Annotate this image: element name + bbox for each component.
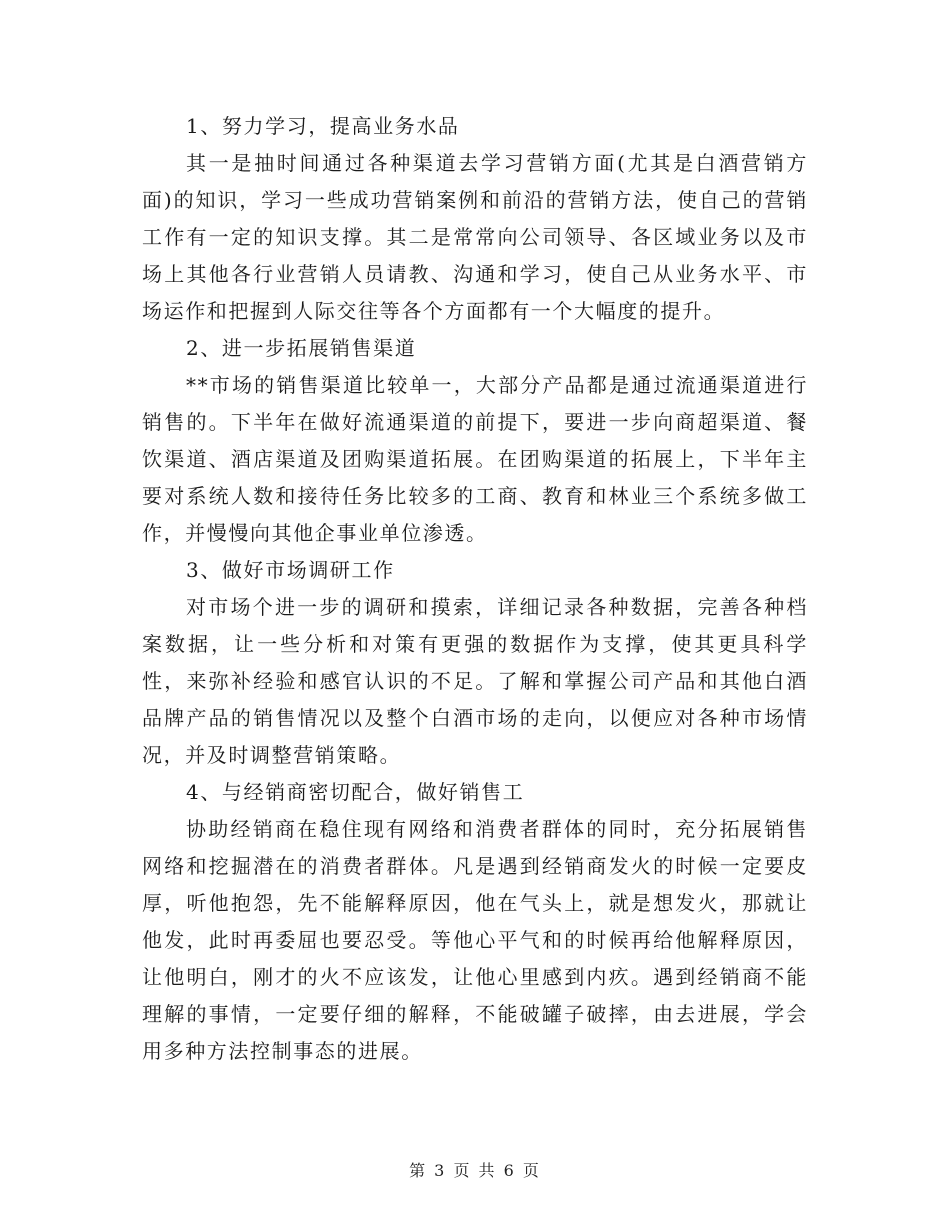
document-body <box>142 108 808 1070</box>
section-4-heading: 4、与经销商密切配合，做好销售工 <box>186 780 525 804</box>
section-2-body: **市场的销售渠道比较单一，大部分产品都是通过流通渠道进行销售的。下半年在做好流通渠道的前提下，要进一步向商超渠道、餐饮渠道、酒店渠道及团购渠道拓展。在团购渠道的拓展上，下半年主要对系统人数和接待任务比较多的工商、教育和林业三个系统多做工作，并慢慢向其他企事业单位渗透。 <box>142 373 808 545</box>
section-3-body: 对市场个进一步的调研和摸索，详细记录各种数据，完善各种档案数据，让一些分析和对策有更强的数据作为支撑，使其更具科学性，来弥补经验和感官认识的不足。了解和掌握公司产品和其他白酒品牌产品的销售情况以及整个白酒市场的走向，以便应对各种市场情况，并及时调整营销策略。 <box>142 595 808 767</box>
section-1-body: 其一是抽时间通过各种渠道去学习营销方面(尤其是白酒营销方面)的知识，学习一些成功营销案例和前沿的营销方法，使自己的营销工作有一定的知识支撑。其二是常常向公司领导、各区域业务以及市场上其他各行业营销人员请教、沟通和学习，使自己从业务水平、市场运作和把握到人际交往等各个方面都有一个大幅度的提升。 <box>142 151 808 323</box>
page-number-footer: 第 3 页 共 6 页 <box>409 1161 541 1180</box>
section-1-heading: 1、努力学习，提高业务水品 <box>186 114 460 138</box>
section-3-heading: 3、做好市场调研工作 <box>186 558 395 582</box>
section-4-body: 协助经销商在稳住现有网络和消费者群体的同时，充分拓展销售网络和挖掘潜在的消费者群体。凡是遇到经销商发火的时候一定要皮厚，听他抱怨，先不能解释原因，他在气头上，就是想发火，那就让他发，此时再委屈也要忍受。等他心平气和的时候再给他解释原因，让他明白，刚才的火不应该发，让他心里感到内疚。遇到经销商不能理解的事情，一定要仔细的解释，不能破罐子破摔，由去进展，学会用多种方法控制事态的进展。 <box>142 817 808 1063</box>
section-2-heading: 2、进一步拓展销售渠道 <box>186 336 417 360</box>
